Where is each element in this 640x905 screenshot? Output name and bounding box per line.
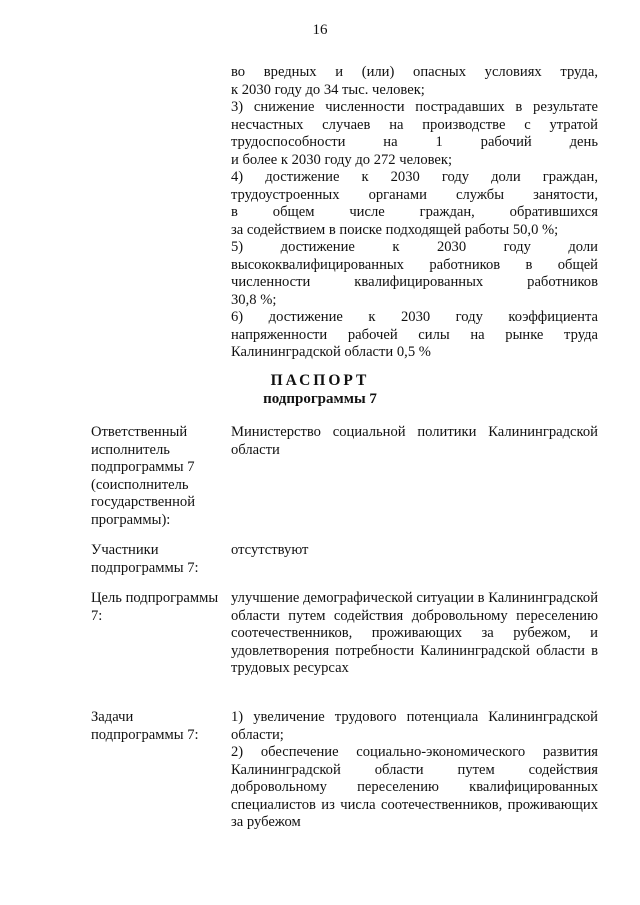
intro-line: 6) достижение к 2030 году коэффициента: [231, 309, 598, 325]
row-label: Участники подпрограммы 7:: [91, 542, 199, 576]
intro-text-block: [231, 64, 598, 362]
task-item: 1) увеличение трудового потенциала Калининградской области;: [231, 709, 598, 743]
row-label: Цель подпрограммы 7:: [91, 590, 219, 624]
intro-line: к 2030 году до 34 тыс. человек;: [231, 81, 425, 98]
row-value: [231, 424, 598, 459]
intro-line: трудоспособности на 1 рабочий день: [231, 134, 598, 150]
row-label: Ответственный исполнитель подпрограммы 7 (соисполнитель государственной программы):: [91, 424, 196, 528]
passport-title: ПАСПОРТ: [270, 372, 370, 389]
passport-heading: [0, 371, 640, 408]
row-value: [231, 590, 598, 678]
intro-line: 4) достижение к 2030 году доли граждан,: [231, 169, 598, 185]
page-number: 16: [312, 22, 328, 38]
intro-line: во вредных и (или) опасных условиях труда,: [231, 64, 598, 80]
task-item: 2) обеспечение социально-экономического развития Калининградской области путем содействия добровольному переселению квалифицированных специалистов из числа соотечественников, проживающих за рубежом: [231, 744, 598, 830]
intro-line: численности квалифицированных работников: [231, 274, 598, 290]
intro-line: Калининградской области 0,5 %: [231, 344, 431, 360]
row-value: [231, 542, 598, 560]
row-value-text: отсутствуют: [231, 542, 309, 558]
intro-line: несчастных случаев на производстве с утратой: [231, 116, 598, 133]
intro-line: за содействием в поиске подходящей работы 50,0 %;: [231, 221, 559, 238]
intro-line: высококвалифицированных работников в общей: [231, 256, 598, 273]
intro-line: 3) снижение численности пострадавших в результате: [231, 99, 598, 115]
row-value-text: улучшение демографической ситуации в Калининградской области путем содействия добровольному переселению соотечественников, проживающих за рубежом, и удовлетворения потребности Калининградской области в трудовых ресурсах: [231, 590, 598, 676]
intro-line: напряженности рабочей силы на рынке труда: [231, 326, 598, 343]
intro-line: 5) достижение к 2030 году доли: [231, 239, 598, 255]
intro-line: и более к 2030 году до 272 человек;: [231, 151, 453, 168]
passport-subtitle: подпрограммы 7: [263, 391, 377, 407]
intro-line: 30,8 %;: [231, 291, 277, 308]
row-value-text: Министерство социальной политики Калининградской области: [231, 424, 598, 458]
intro-line: трудоустроенных органами службы занятости,: [231, 186, 598, 203]
row-label: Задачи подпрограммы 7:: [91, 709, 199, 743]
intro-line: в общем числе граждан, обратившихся: [231, 204, 598, 220]
row-value: [231, 709, 598, 832]
